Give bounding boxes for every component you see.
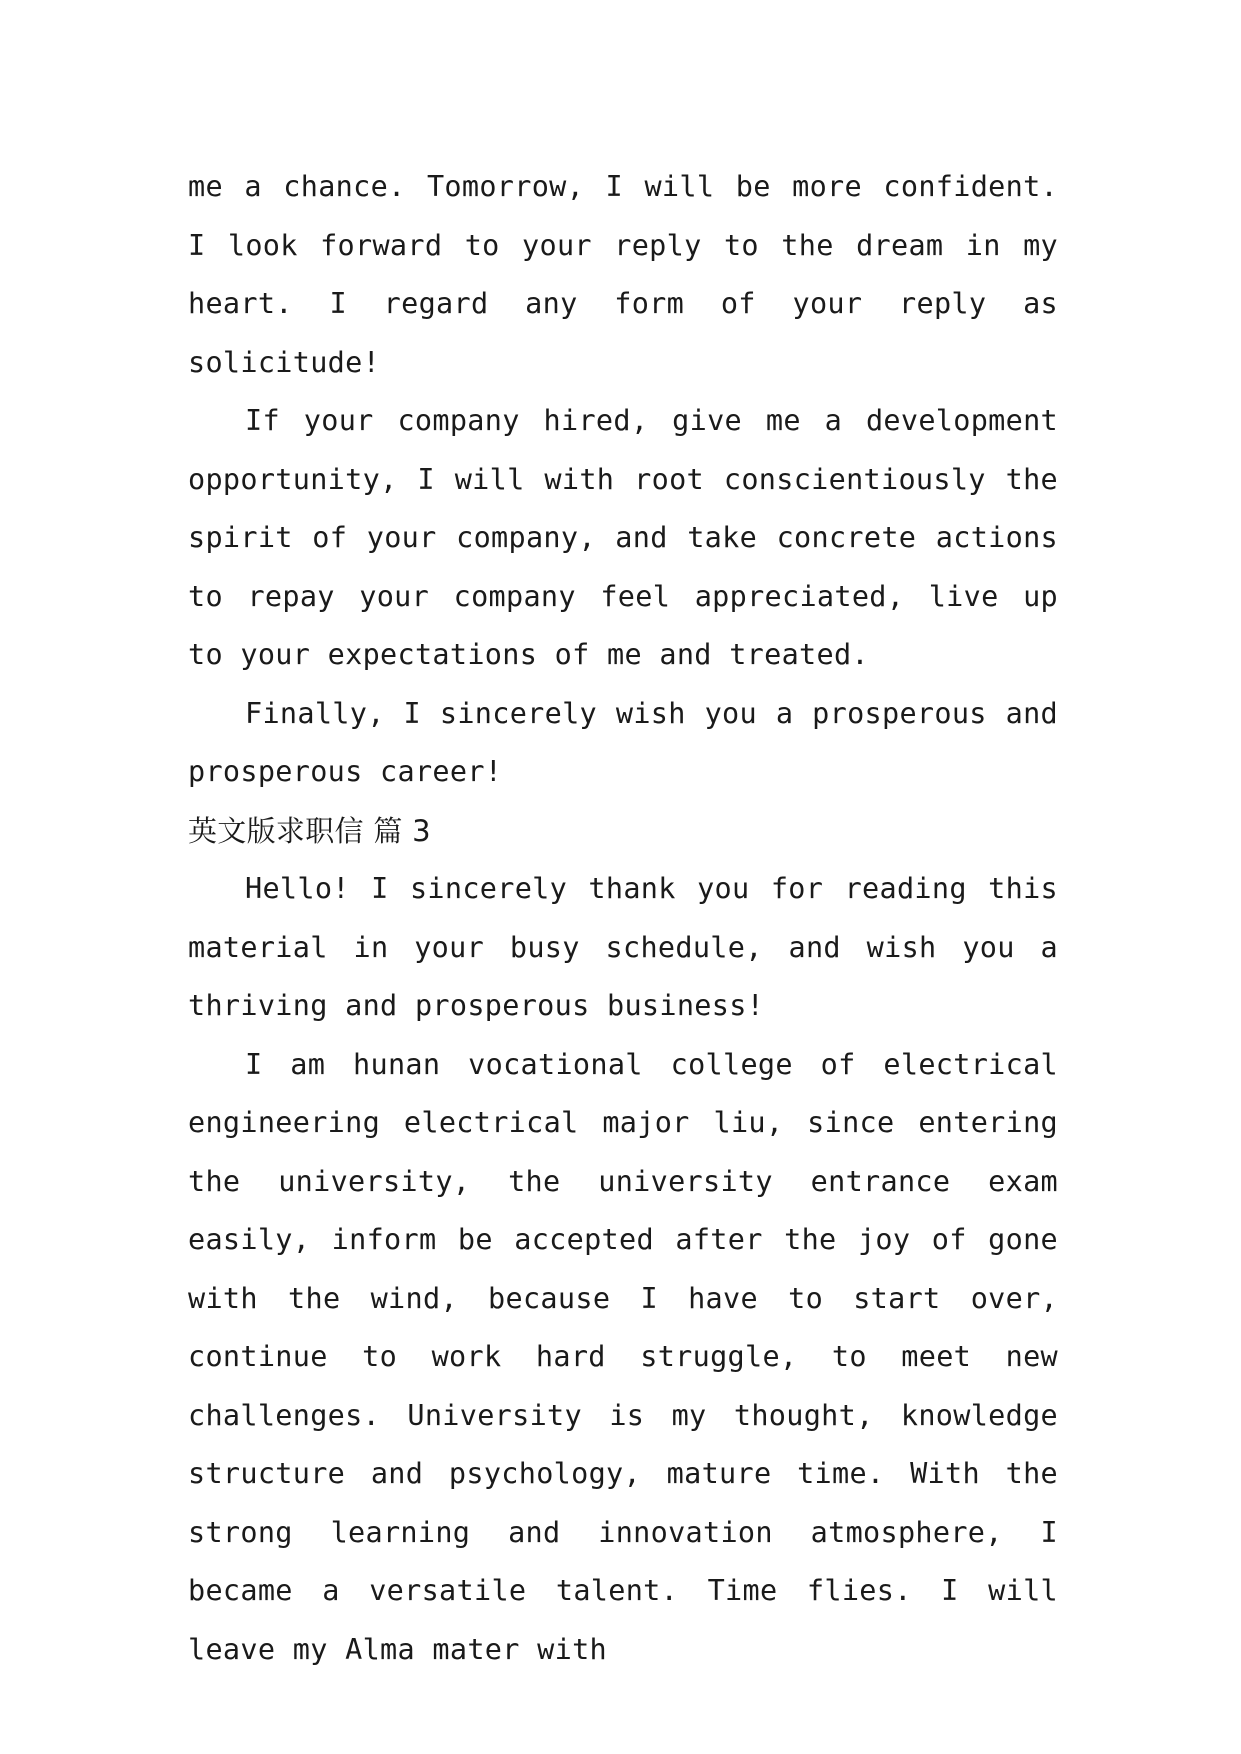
paragraph-closing-continued: me a chance. Tomorrow, I will be more confident. I look forward to your reply to the dream in my heart. I regard any form of your reply as solicitude! xyxy=(188,170,1058,379)
section-heading: 英文版求职信 篇 3 xyxy=(188,813,431,848)
paragraph-finally: Finally, I sincerely wish you a prosperous and prosperous career! xyxy=(188,696,1058,788)
document-body xyxy=(188,158,1058,1679)
paragraph-introduction: I am hunan vocational college of electrical engineering electrical major liu, since entering the university, the university entrance exam easily, inform be accepted after the joy of gone with the wind, because I have to start over, continue to work hard struggle, to meet new challenges. University is my thought, knowledge structure and psychology, mature time. With the strong learning and innovation atmosphere, I became a versatile talent. Time flies. I will leave my Alma mater with xyxy=(188,1047,1058,1666)
paragraph-hello: Hello! I sincerely thank you for reading this material in your busy schedule, and wish you a thriving and prosperous business! xyxy=(188,872,1058,1022)
paragraph-if-hired: If your company hired, give me a development opportunity, I will with root conscientiously the spirit of your company, and take concrete actions to repay your company feel appreciated, live up to your expectations of me and treated. xyxy=(188,404,1058,671)
